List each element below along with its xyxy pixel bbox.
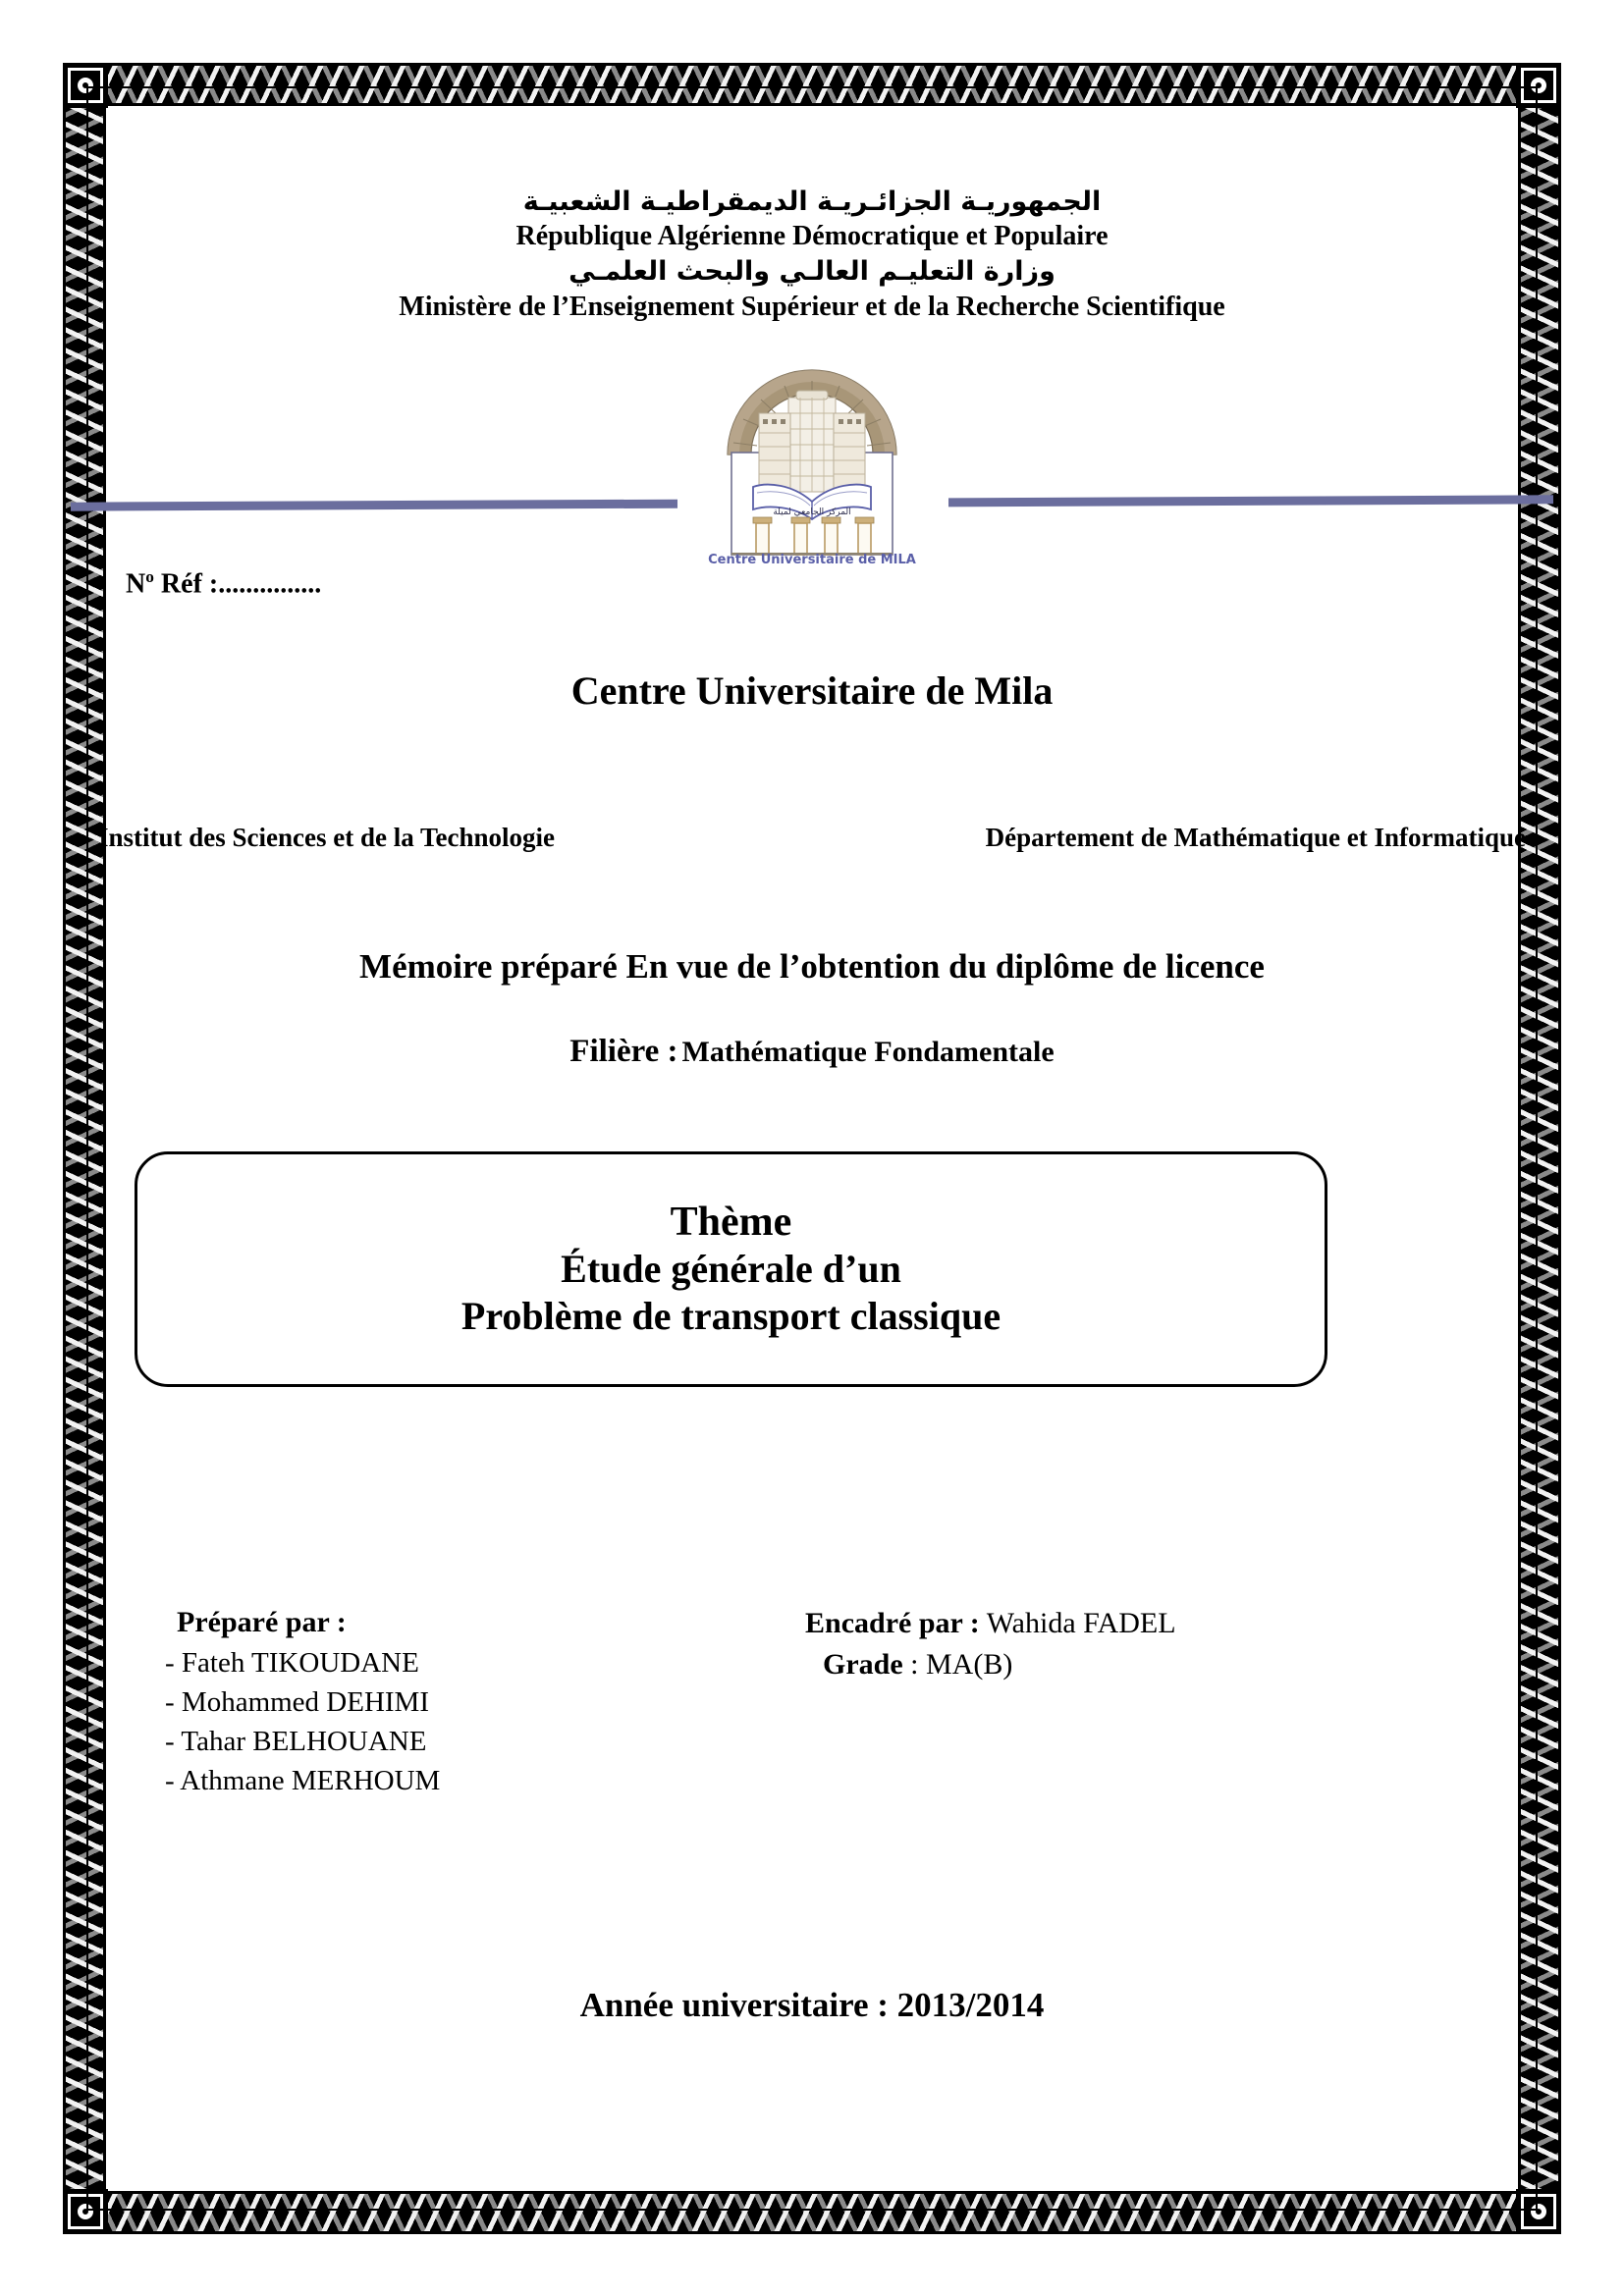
institute-name: Institut des Sciences et de la Technologie [98, 823, 556, 852]
department-name: Département de Mathématique et Informatique [985, 823, 1526, 852]
grade-label: Grade [823, 1648, 903, 1681]
author-name: - Athmane MERHOUM [165, 1764, 441, 1796]
supervisor-label: Encadré par : [805, 1607, 980, 1639]
theme-heading: Thème [670, 1200, 792, 1246]
institute-department-row [98, 823, 1526, 853]
logo-arabic-caption: المركز الجامعي لميلة [773, 507, 851, 517]
supervisor-line [805, 1603, 1526, 1644]
ref-value: :............... [208, 568, 322, 600]
supervisor-name: Wahida FADEL [986, 1607, 1176, 1639]
cover-content [98, 86, 1526, 2211]
ministry-title-arabic: وزارة التعليـم العالـي والبحث العلمـي [568, 256, 1056, 288]
ref-label-word: Réf [160, 568, 202, 600]
ministry-title-french: Ministère de l’Enseignement Supérieur et de la Recherche Scientifique [399, 291, 1225, 322]
theme-line-1: Étude générale d’un [561, 1247, 901, 1292]
prepared-by-block [98, 1603, 727, 1800]
theme-box [135, 1151, 1327, 1387]
grade-line [805, 1644, 1526, 1685]
page-title: Centre Universitaire de Mila [570, 668, 1054, 713]
reference-number [126, 567, 321, 600]
author-name: - Fateh TIKOUDANE [165, 1646, 419, 1679]
prepared-by-label: Préparé par : [177, 1606, 347, 1638]
republic-title-arabic: الجمهوريـة الجزائـريـة الديمقراطيـة الشعبيـة [522, 187, 1102, 217]
supervisor-block [727, 1603, 1526, 1685]
theme-line-2: Problème de transport classique [460, 1293, 1001, 1338]
republic-title-french: République Algérienne Démocratique et Populaire [515, 221, 1109, 252]
official-header [98, 86, 1526, 325]
university-logo [698, 337, 926, 564]
filiere-line [98, 1034, 1526, 1070]
filiere-value: Mathématique Fondamentale [681, 1036, 1055, 1068]
ref-prefix: N [126, 568, 146, 600]
logo-graphic-icon [698, 337, 926, 564]
ref-superscript: o [145, 567, 154, 586]
memoire-statement: Mémoire préparé En vue de l’obtention du diplôme de licence [359, 947, 1265, 986]
people-section [98, 1603, 1526, 1800]
grade-value: : MA(B) [910, 1648, 1013, 1681]
author-name: - Tahar BELHOUANE [165, 1725, 427, 1757]
author-name: - Mohammed DEHIMI [165, 1685, 430, 1718]
filiere-label: Filière : [569, 1034, 678, 1069]
logo-caption-text: Centre Universitaire de MILA [708, 553, 916, 564]
academic-year: Année universitaire : 2013/2014 [579, 1986, 1045, 2024]
